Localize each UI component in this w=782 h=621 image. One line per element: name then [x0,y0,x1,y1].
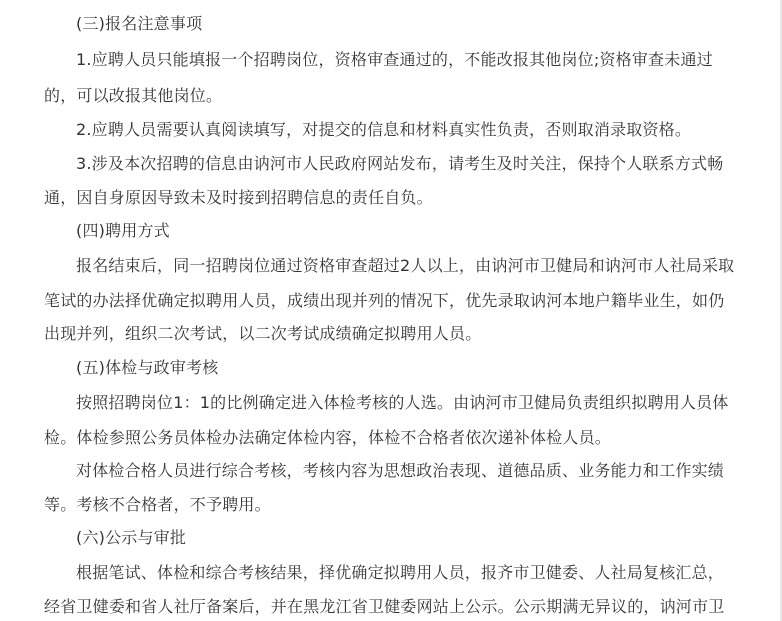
paragraph-line: 经省卫健委和省人社厅备案后，并在黑龙江省卫健委网站上公示。公示期满无异议的，讷河市卫 [44,597,725,616]
paragraph-line: 对体检合格人员进行综合考核，考核内容为思想政治表现、道德品质、业务能力和工作实绩 [76,461,725,480]
paragraph-line: 通，因自身原因导致未及时接到招聘信息的责任自负。 [44,188,433,207]
section-heading-publicity-approval: (六)公示与审批 [76,528,187,547]
section-heading-physical-exam: (五)体检与政审考核 [76,358,219,377]
paragraph-line: 1.应聘人员只能填报一个招聘岗位，资格审查通过的，不能改报其他岗位;资格审查未通过 [76,50,713,69]
paragraph-line: 出现并列，组织二次考试，以二次考试成绩确定拟聘用人员。 [44,324,482,343]
paragraph-line: 等。考核不合格者，不予聘用。 [44,495,271,514]
section-heading-registration-notes: (三)报名注意事项 [76,14,203,33]
paragraph-line: 3.涉及本次招聘的信息由讷河市人民政府网站发布，请考生及时关注，保持个人联系方式畅 [76,154,724,173]
paragraph-line: 报名结束后，同一招聘岗位通过资格审查超过2人以上，由讷河市卫健局和讷河市人社局采取 [76,256,735,275]
section-heading-employment-method: (四)聘用方式 [76,221,170,240]
paragraph-line: 2.应聘人员需要认真阅读填写，对提交的信息和材料真实性负责，否则取消录取资格。 [76,120,692,139]
paragraph-line: 按照招聘岗位1：1的比例确定进入体检考核的人选。由讷河市卫健局负责组织拟聘用人员体 [76,393,729,412]
paragraph-line: 检。体检参照公务员体检办法确定体检内容，体检不合格者依次递补体检人员。 [44,428,612,447]
paragraph-line: 根据笔试、体检和综合考核结果，择优确定拟聘用人员，报齐市卫健委、人社局复核汇总， [76,563,725,582]
paragraph-line: 笔试的办法择优确定拟聘用人员，成绩出现并列的情况下，优先录取讷河本地户籍毕业生，如仍 [44,291,725,310]
paragraph-line: 的，可以改报其他岗位。 [44,86,223,105]
